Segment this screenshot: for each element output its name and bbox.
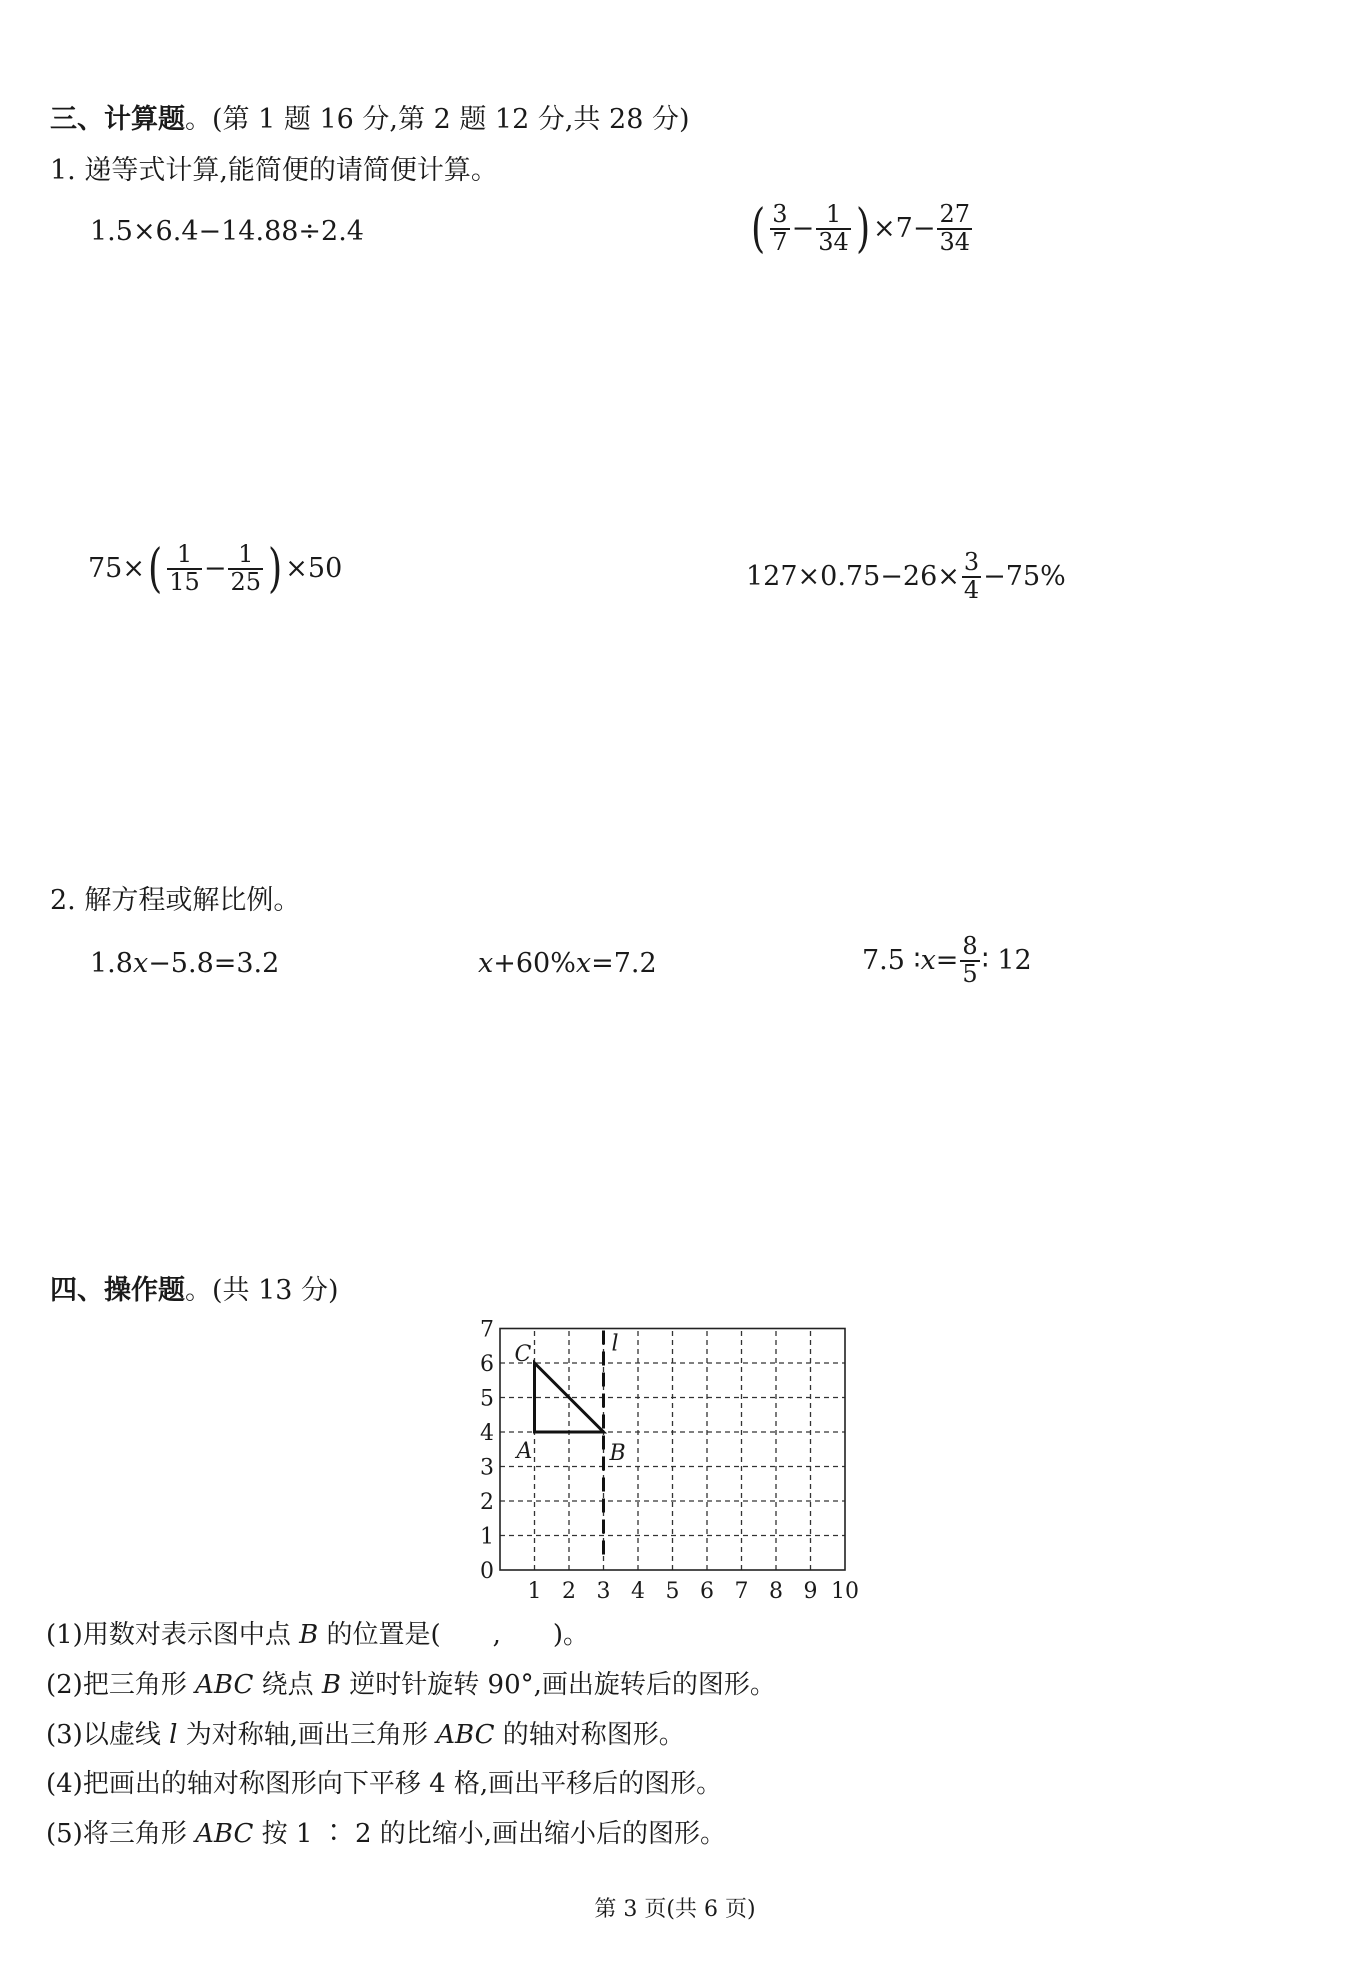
y-tick-label: 3 <box>480 1455 494 1481</box>
section-3-heading <box>50 97 689 136</box>
x-tick-label: 6 <box>700 1579 714 1600</box>
y-tick-label: 7 <box>480 1317 494 1343</box>
q2-equation-2: x +60% x =7.2 <box>478 948 657 979</box>
right-paren: ) <box>268 538 283 599</box>
task-item-2: (2)把三角形 ABC 绕点 B 逆时针旋转 90°,画出旋转后的图形。 <box>46 1670 776 1700</box>
question-1-title: 1. 递等式计算,能简便的请简便计算。 <box>50 155 498 186</box>
q2-proportion-3: 7.5 ∶ x = $\frac{8}{5}$ ∶ 12 <box>862 932 1032 988</box>
right-paren: ) <box>855 198 871 259</box>
x-tick-label: 9 <box>803 1579 818 1600</box>
y-tick-label: 2 <box>480 1490 494 1515</box>
y-tick-label: 6 <box>480 1352 494 1377</box>
q1-expression-3: 75× ( $\frac{1}{15}$ − $\frac{1}{25}$ ) ×50 <box>88 538 343 599</box>
left-paren: ( <box>751 198 766 259</box>
point-label-a: A <box>516 1439 533 1464</box>
task-item-3: (3)以虚线 l 为对称轴,画出三角形 ABC 的轴对称图形。 <box>46 1720 685 1750</box>
q1-expression-1: 1.5×6.4−14.88÷2.4 <box>90 216 364 247</box>
y-tick-label: 5 <box>480 1386 494 1412</box>
x-tick-label: 10 <box>831 1579 859 1600</box>
fraction: $\frac{3}{4}$ <box>963 548 980 604</box>
x-tick-label: 8 <box>769 1579 783 1600</box>
point-label-b: B <box>609 1441 626 1466</box>
coordinate-grid-figure <box>460 1308 860 1600</box>
q2-equation-1: 1.8 x −5.8=3.2 <box>90 948 280 979</box>
q1-expression-2: ( $\frac{3}{7}$ − $\frac{1}{34}$ ) ×7− $\frac{27}{34}$ <box>751 198 971 259</box>
line-label-l: l <box>611 1331 619 1357</box>
x-tick-label: 7 <box>734 1579 749 1600</box>
page-footer: 第 3 页(共 6 页) <box>594 1897 756 1922</box>
section-4-heading <box>50 1268 339 1307</box>
fraction: $\frac{1}{15}$ <box>169 540 200 596</box>
x-tick-label: 3 <box>596 1579 611 1600</box>
fraction: $\frac{1}{25}$ <box>230 540 261 596</box>
x-tick-label: 2 <box>562 1579 576 1600</box>
x-tick-label: 1 <box>527 1579 542 1600</box>
section-4-note: 。(共 13 分) <box>185 1275 339 1306</box>
y-tick-label: 0 <box>480 1559 494 1584</box>
point-label-c: C <box>514 1342 532 1367</box>
task-item-1: (1)用数对表示图中点 B 的位置是( , )。 <box>46 1620 590 1650</box>
question-2-title: 2. 解方程或解比例。 <box>50 885 301 916</box>
fraction: $\frac{1}{34}$ <box>818 200 849 256</box>
x-tick-label: 5 <box>665 1579 680 1600</box>
left-paren: ( <box>148 538 163 599</box>
y-tick-label: 4 <box>480 1421 494 1446</box>
x-tick-label: 4 <box>631 1579 645 1600</box>
y-tick-label: 1 <box>480 1524 494 1550</box>
fraction: $\frac{8}{5}$ <box>962 932 978 988</box>
fraction: $\frac{3}{7}$ <box>772 200 788 256</box>
q1-expression-4: 127×0.75−26× $\frac{3}{4}$ −75% <box>746 548 1066 604</box>
section-3-title: 三、计算题 <box>50 104 185 135</box>
task-item-4: (4)把画出的轴对称图形向下平移 4 格,画出平移后的图形。 <box>46 1769 723 1799</box>
section-4-title: 四、操作题 <box>50 1275 185 1306</box>
section-3-note: 。(第 1 题 16 分,第 2 题 12 分,共 28 分) <box>185 104 690 135</box>
task-item-5: (5)将三角形 ABC 按 1 ∶ 2 的比缩小,画出缩小后的图形。 <box>46 1819 727 1849</box>
fraction: $\frac{27}{34}$ <box>939 200 971 256</box>
